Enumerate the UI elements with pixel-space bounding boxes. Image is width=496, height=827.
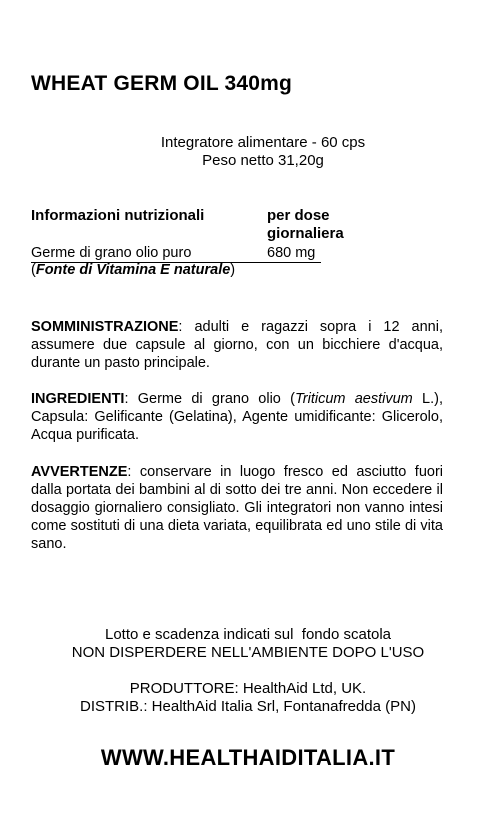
source-text: Fonte di Vitamina E naturale <box>35 262 231 278</box>
administration-label: SOMMINISTRAZIONE <box>31 319 179 335</box>
nutrition-ingredient: Germe di grano olio puro <box>31 245 192 261</box>
nutrition-dose-header <box>267 207 367 243</box>
footer-environment-line: NON DISPERDERE NELL'AMBIENTE DOPO L'USO <box>71 644 425 661</box>
warnings-label: AVVERTENZE <box>31 464 128 480</box>
nutrition-header-label: Informazioni nutrizionali <box>31 207 205 224</box>
footer-distributor-line: DISTRIB.: HealthAid Italia Srl, Fontanafredda (PN) <box>80 698 416 715</box>
footer-producer-block <box>0 680 496 716</box>
warnings-text: : conservare in luogo fresco ed asciutto fuori dalla portata dei bambini al di sotto dei tre anni. Non eccedere il dosaggio giornaliero consigliato. Gli integratori non vanno intesi come sostituti di una dieta variata, equilibrata ed uno stile di vita sano. <box>31 464 443 552</box>
ingredients-paragraph <box>31 390 443 444</box>
warnings-paragraph <box>31 463 443 553</box>
dose-header-line1: per dose <box>267 207 330 224</box>
ingredients-latin-name: Triticum aestivum <box>294 391 413 407</box>
ingredients-text-after: L.), Capsula: Gelificante (Gelatina), Agente umidificante: Glicerolo, Acqua purificata. <box>31 391 443 443</box>
nutrition-source <box>31 262 235 278</box>
source-open-paren: ( <box>31 262 36 278</box>
dose-header-line2: giornaliera <box>267 225 344 242</box>
product-title: WHEAT GERM OIL 340mg <box>31 72 293 95</box>
nutrition-amount: 680 mg <box>267 245 316 261</box>
website-url: WWW.HEALTHAIDITALIA.IT <box>100 745 396 770</box>
pack-info <box>0 134 496 170</box>
ingredients-label: INGREDIENTI <box>31 391 125 407</box>
pack-info-type: Integratore alimentare - 60 cps <box>160 134 366 151</box>
administration-paragraph <box>31 318 443 372</box>
footer-lot-line: Lotto e scadenza indicati sul fondo scatola <box>104 626 392 643</box>
ingredients-text-before: : Germe di grano olio ( <box>124 391 295 407</box>
footer-lot-block <box>0 626 496 662</box>
nutrition-row <box>31 245 321 263</box>
footer-producer-line: PRODUTTORE: HealthAid Ltd, UK. <box>129 680 367 697</box>
source-close-paren: ) <box>230 262 236 278</box>
administration-text: : adulti e ragazzi sopra i 12 anni, assumere due capsule al giorno, con un bicchiere d'acqua, durante un pasto principale. <box>31 319 443 371</box>
pack-info-weight: Peso netto 31,20g <box>202 152 324 169</box>
